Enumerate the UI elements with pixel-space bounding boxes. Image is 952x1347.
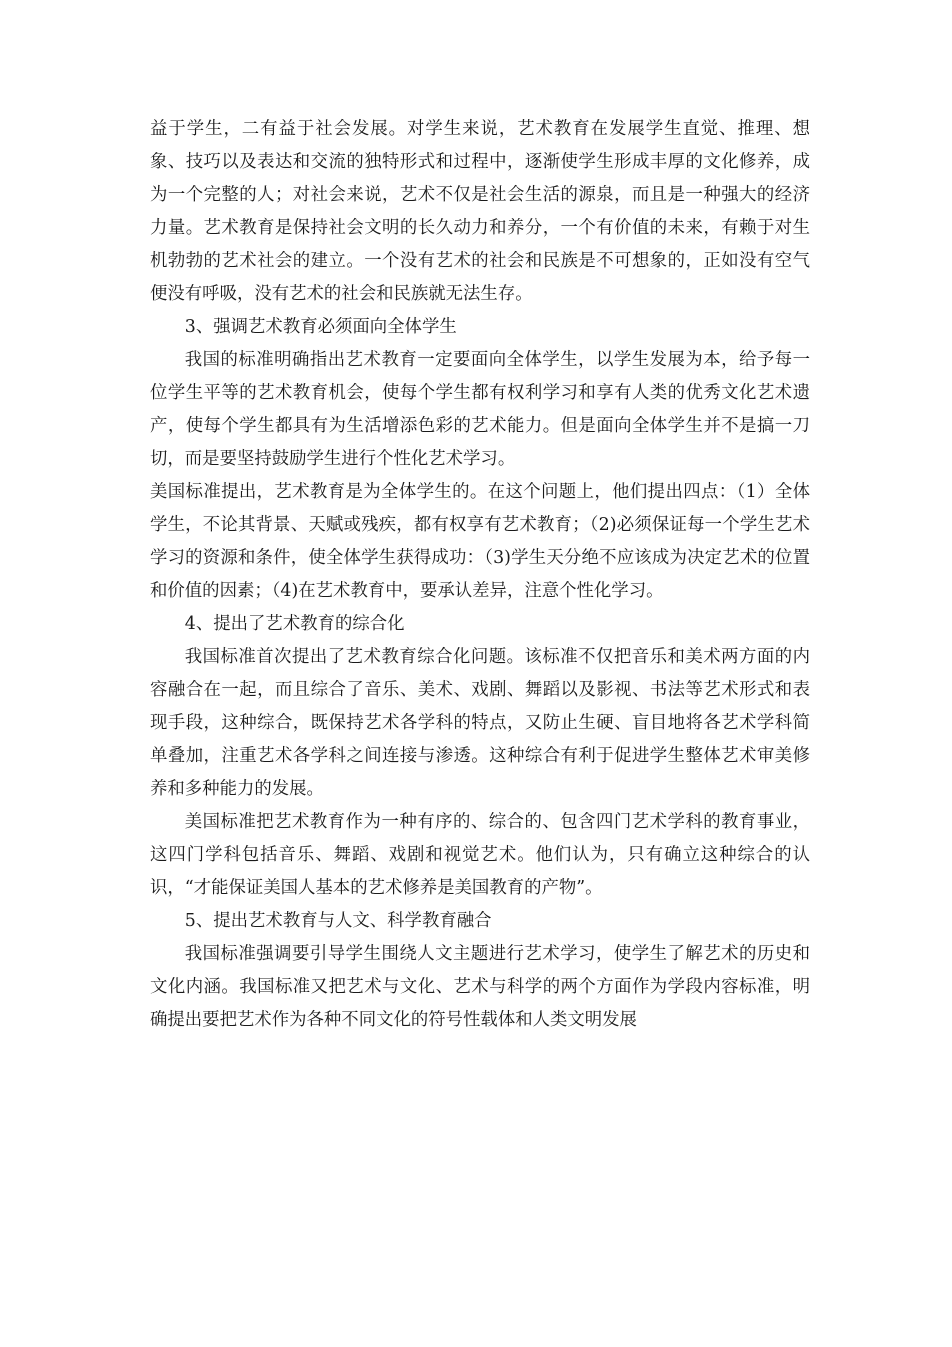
body-paragraph-3: 美国标准提出，艺术教育是为全体学生的。在这个问题上，他们提出四点：（1）全体学生，不论其背景、天赋或残疾，都有权享有艺术教育；（2)必须保证每一个学生艺术学习的资源和条件，使全体学生获得成功：（3)学生天分绝不应该成为决定艺术的位置和价值的因素；（4)在艺术教育中，要承认差异，注意个性化学习。 [150,482,810,601]
body-paragraph-5: 美国标准把艺术教育作为一种有序的、综合的、包含四门艺术学科的教育事业，这四门学科包括音乐、舞蹈、戏剧和视觉艺术。他们认为，只有确立这种综合的认识，“才能保证美国人基本的艺术修养是美国教育的产物”。 [150,812,810,898]
body-paragraph-1: 益于学生，二有益于社会发展。对学生来说，艺术教育在发展学生直觉、推理、想象、技巧以及表达和交流的独特形式和过程中，逐渐使学生形成丰厚的文化修养，成为一个完整的人；对社会来说，艺术不仅是社会生活的源泉，而且是一种强大的经济力量。艺术教育是保持社会文明的长久动力和养分，一个有价值的未来，有赖于对生机勃勃的艺术社会的建立。一个没有艺术的社会和民族是不可想象的，正如没有空气便没有呼吸，没有艺术的社会和民族就无法生存。 [150,119,810,304]
document-body [150,113,810,1037]
body-paragraph-2: 我国的标准明确指出艺术教育一定要面向全体学生，以学生发展为本，给予每一位学生平等的艺术教育机会，使每个学生都有权利学习和享有人类的优秀文化艺术遗产，使每个学生都具有为生活增添色彩的艺术能力。但是面向全体学生并不是搞一刀切，而是要坚持鼓励学生进行个性化艺术学习。 [150,350,810,469]
section-heading-4: 4、提出了艺术教育的综合化 [184,614,405,634]
section-heading-3: 3、强调艺术教育必须面向全体学生 [184,317,457,337]
section-heading-5: 5、提出艺术教育与人文、科学教育融合 [184,911,492,931]
body-paragraph-4: 我国标准首次提出了艺术教育综合化问题。该标准不仅把音乐和美术两方面的内容融合在一起，而且综合了音乐、美术、戏剧、舞蹈以及影视、书法等艺术形式和表现手段，这种综合，既保持艺术各学科的特点，又防止生硬、盲目地将各艺术学科简单叠加，注重艺术各学科之间连接与渗透。这种综合有利于促进学生整体艺术审美修养和多种能力的发展。 [150,647,810,799]
body-paragraph-6: 我国标准强调要引导学生围绕人文主题进行艺术学习，使学生了解艺术的历史和文化内涵。我国标准又把艺术与文化、艺术与科学的两个方面作为学段内容标准，明确提出要把艺术作为各种不同文化的符号性载体和人类文明发展 [150,944,810,1030]
